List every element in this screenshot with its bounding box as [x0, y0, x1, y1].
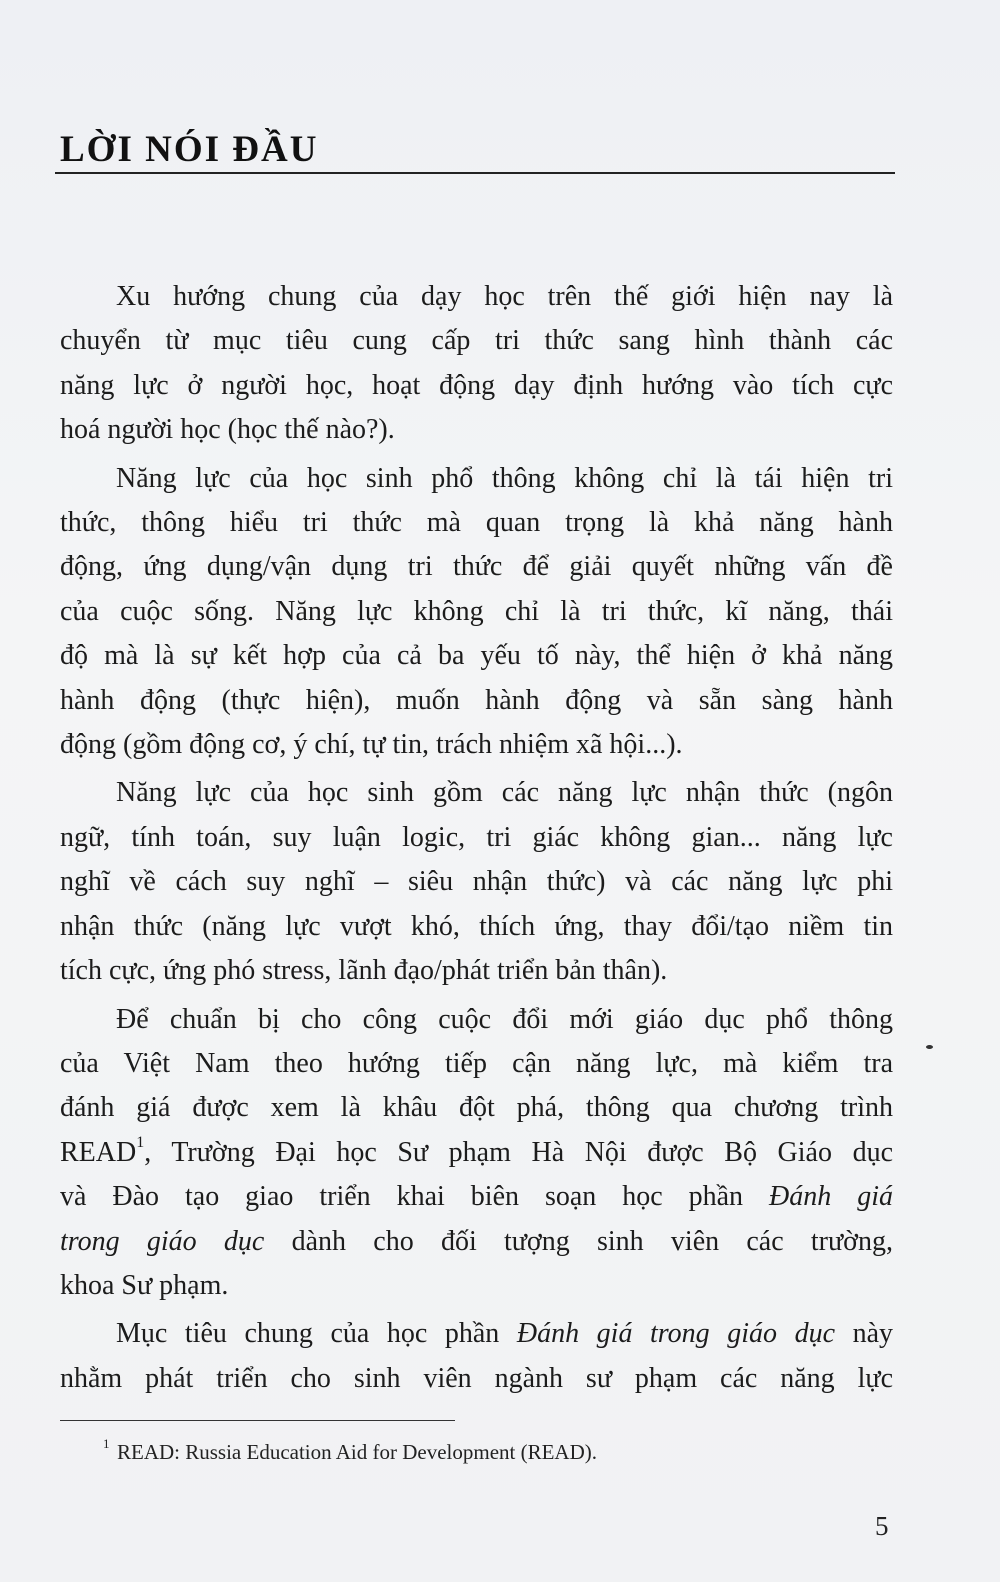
page-heading: LỜI NÓI ĐẦU	[60, 129, 319, 170]
text-line: của Việt Nam theo hướng tiếp cận năng lực, mà kiểm tra	[60, 1047, 893, 1079]
italic-course-title: Đánh giá trong giáo dục	[516, 1318, 835, 1350]
ink-speck	[926, 1045, 933, 1049]
text-line: tích cực, ứng phó stress, lãnh đạo/phát triển bản thân).	[60, 955, 668, 987]
text-line: động, ứng dụng/vận dụng tri thức để giải quyết những vấn đề	[60, 551, 893, 583]
footnote	[103, 1436, 598, 1467]
text-line: Năng lực của học sinh gồm các năng lực nhận thức (ngôn	[116, 777, 893, 809]
text-line: Năng lực của học sinh phổ thông không chỉ là tái hiện tri	[116, 462, 893, 494]
text-fragment: , Trường Đại học Sư phạm Hà Nội được Bộ Giáo dục	[144, 1136, 893, 1168]
footnote-text: READ: Russia Education Aid for Development (READ).	[117, 1440, 598, 1464]
text-line: của cuộc sống. Năng lực không chỉ là tri thức, kĩ năng, thái	[60, 595, 893, 627]
text-line: hành động (thực hiện), muốn hành động và sẵn sàng hành	[60, 684, 893, 716]
text-fragment: Mục tiêu chung của học phần	[116, 1318, 517, 1350]
text-line: hoá người học (học thế nào?).	[60, 414, 395, 446]
text-line	[60, 1220, 893, 1264]
text-fragment: này	[835, 1318, 893, 1350]
text-line	[60, 1175, 893, 1219]
text-line: ngữ, tính toán, suy luận logic, tri giác không gian... năng lực	[60, 821, 893, 853]
text-fragment: READ	[60, 1136, 137, 1168]
text-fragment: và Đào tạo giao triển khai biên soạn học phần	[60, 1181, 770, 1213]
text-line: động (gồm động cơ, ý chí, tự tin, trách nhiệm xã hội...).	[60, 729, 683, 761]
heading-underline	[55, 172, 895, 174]
text-line: chuyển từ mục tiêu cung cấp tri thức sang hình thành các	[60, 325, 893, 357]
footnote-number: 1	[103, 1436, 110, 1451]
text-line	[60, 1312, 893, 1356]
paragraph-5	[60, 1312, 893, 1401]
paragraph-1	[60, 275, 893, 453]
text-line: Để chuẩn bị cho công cuộc đổi mới giáo dục phổ thông	[116, 1003, 893, 1035]
text-line: khoa Sư phạm.	[60, 1269, 229, 1301]
footnote-marker: 1	[136, 1133, 145, 1151]
text-line: nhận thức (năng lực vượt khó, thích ứng, thay đổi/tạo niềm tin	[60, 910, 893, 942]
text-line	[60, 1131, 893, 1175]
text-line: Xu hướng chung của dạy học trên thế giới hiện nay là	[116, 281, 893, 312]
text-line: độ mà là sự kết hợp của cả ba yếu tố này, thể hiện ở khả năng	[60, 640, 893, 672]
paragraph-3	[60, 771, 893, 993]
paragraph-4	[60, 998, 893, 1309]
page-number: 5	[875, 1511, 889, 1541]
footnote-separator	[60, 1420, 455, 1421]
text-line: thức, thông hiểu tri thức mà quan trọng là khả năng hành	[60, 507, 893, 539]
paragraph-2	[60, 457, 893, 768]
body-text	[60, 275, 893, 1405]
italic-course-title: trong giáo dục	[60, 1225, 265, 1257]
text-line: nghĩ về cách suy nghĩ – siêu nhận thức) và các năng lực phi	[60, 866, 893, 898]
text-line: năng lực ở người học, hoạt động dạy định hướng vào tích cực	[60, 369, 893, 401]
text-fragment: dành cho đối tượng sinh viên các trường,	[264, 1225, 893, 1257]
italic-course-title: Đánh giá	[769, 1181, 893, 1213]
text-line: đánh giá được xem là khâu đột phá, thông qua chương trình	[60, 1092, 893, 1124]
text-line: nhằm phát triển cho sinh viên ngành sư phạm các năng lực	[60, 1362, 893, 1394]
